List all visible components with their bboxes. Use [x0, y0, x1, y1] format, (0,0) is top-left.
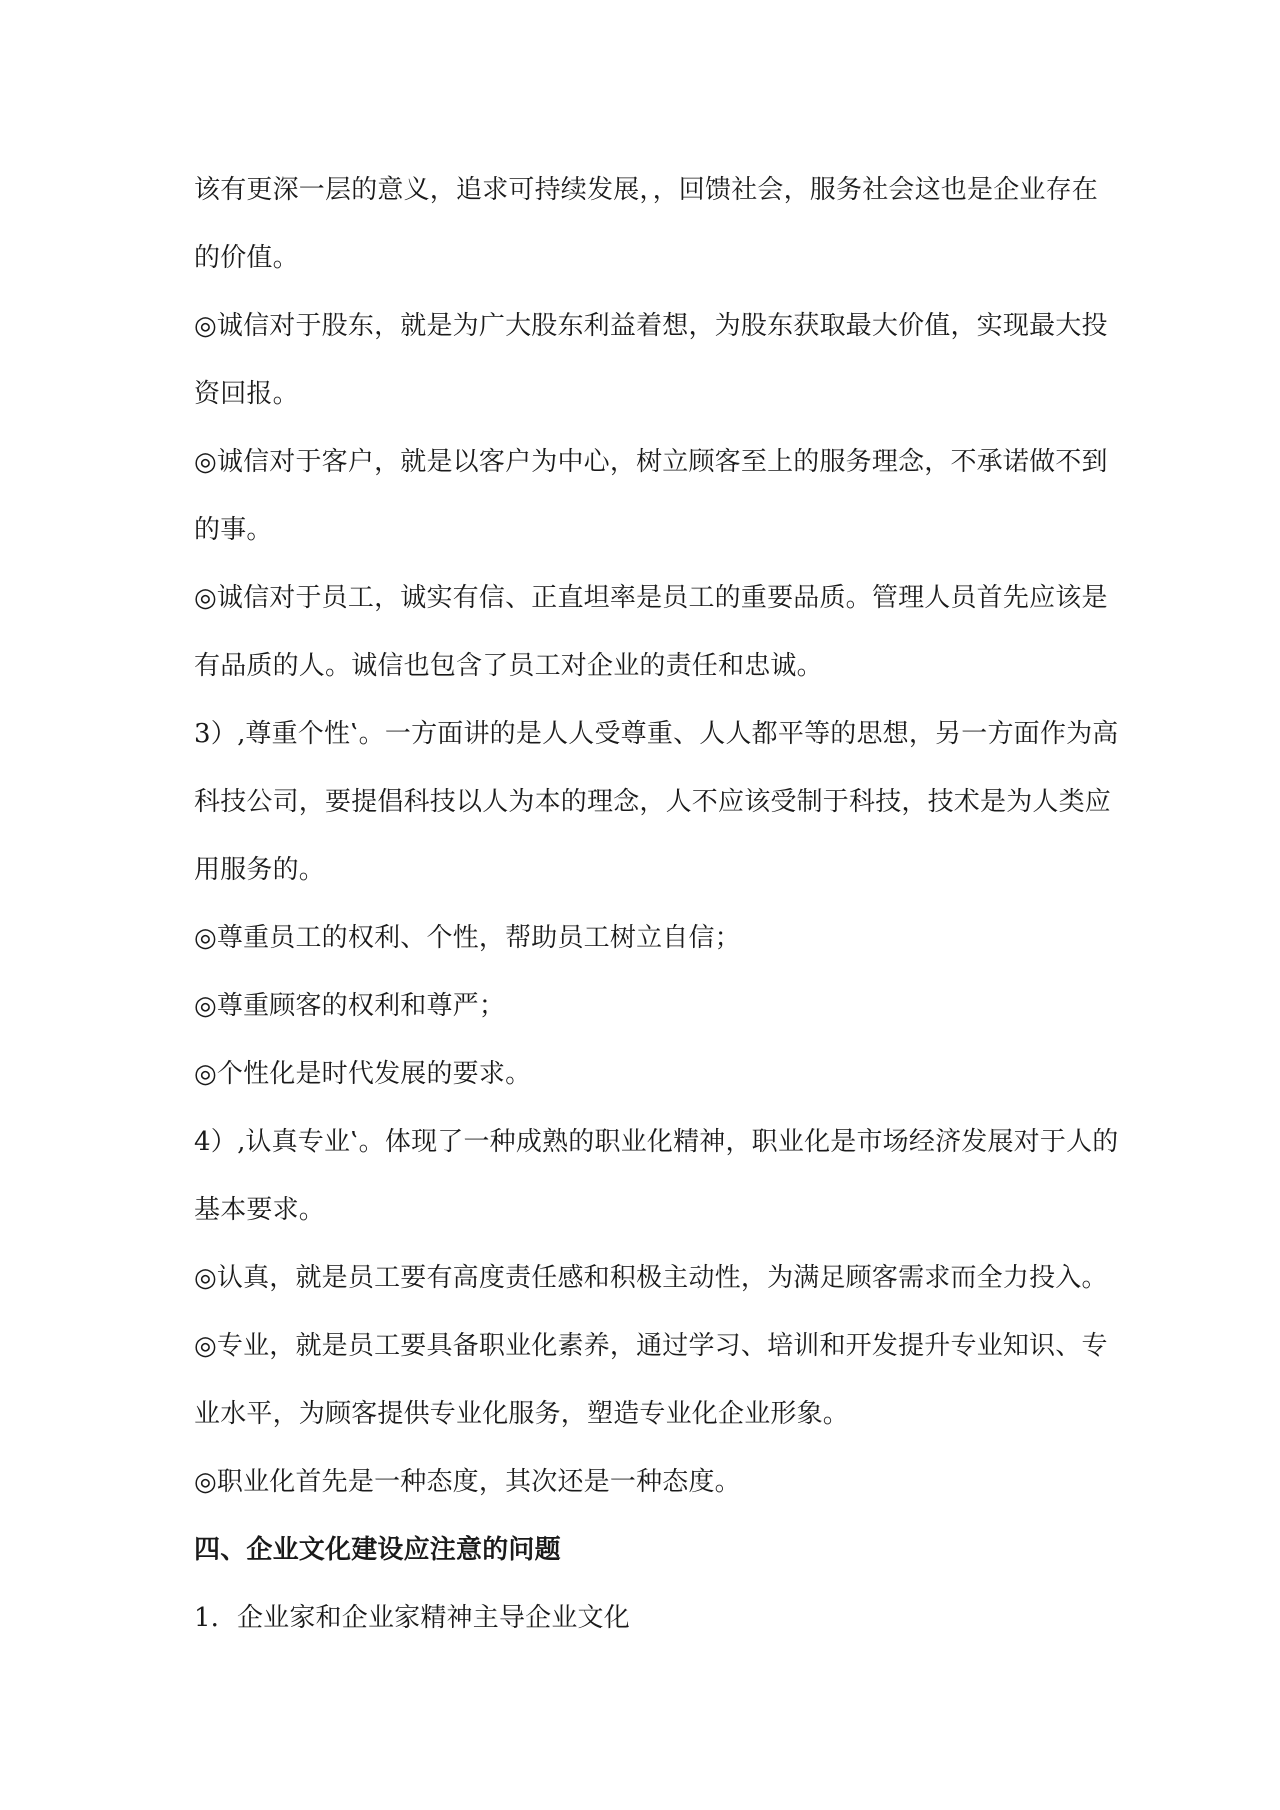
section-heading: 四、企业文化建设应注意的问题	[194, 1535, 561, 1565]
paragraph-line: 科技公司，要提倡科技以人为本的理念，人不应该受制于科技，技术是为人类应	[194, 787, 1112, 817]
paragraph-line: ◎尊重员工的权利、个性，帮助员工树立自信；	[194, 923, 741, 953]
paragraph-line: ◎诚信对于员工，诚实有信、正直坦率是员工的重要品质。管理人员首先应该是	[194, 583, 1108, 613]
subsection-heading: 1．企业家和企业家精神主导企业文化	[194, 1603, 630, 1633]
paragraph-line: ◎专业，就是员工要具备职业化素养，通过学习、培训和开发提升专业知识、专	[194, 1331, 1108, 1361]
paragraph-line: ◎诚信对于股东，就是为广大股东利益着想，为股东获取最大价值，实现最大投	[194, 311, 1108, 341]
paragraph-line: 的事。	[194, 515, 273, 545]
paragraph-line: 4）‚认真专业‛。体现了一种成熟的职业化精神，职业化是市场经济发展对于人的	[194, 1127, 1119, 1157]
paragraph-line: 有品质的人。诚信也包含了员工对企业的责任和忠诚。	[194, 651, 823, 681]
paragraph-line: ◎个性化是时代发展的要求。	[194, 1059, 532, 1089]
paragraph-line: ◎职业化首先是一种态度，其次还是一种态度。	[194, 1467, 741, 1497]
paragraph-line: ◎尊重顾客的权利和尊严；	[194, 991, 506, 1021]
paragraph-line: 的价值。	[194, 243, 299, 273]
paragraph-line: 该有更深一层的意义，追求可持续发展，，回馈社会，服务社会这也是企业存在	[194, 175, 1099, 205]
paragraph-line: 用服务的。	[194, 855, 326, 885]
paragraph-line: 业水平，为顾客提供专业化服务，塑造专业化企业形象。	[194, 1399, 850, 1429]
paragraph-line: 3）‚尊重个性‛。一方面讲的是人人受尊重、人人都平等的思想，另一方面作为高	[194, 719, 1119, 749]
paragraph-line: 资回报。	[194, 379, 299, 409]
paragraph-line: 基本要求。	[194, 1195, 326, 1225]
paragraph-line: ◎认真，就是员工要有高度责任感和积极主动性，为满足顾客需求而全力投入。	[194, 1263, 1108, 1293]
paragraph-line: ◎诚信对于客户，就是以客户为中心，树立顾客至上的服务理念，不承诺做不到	[194, 447, 1108, 477]
